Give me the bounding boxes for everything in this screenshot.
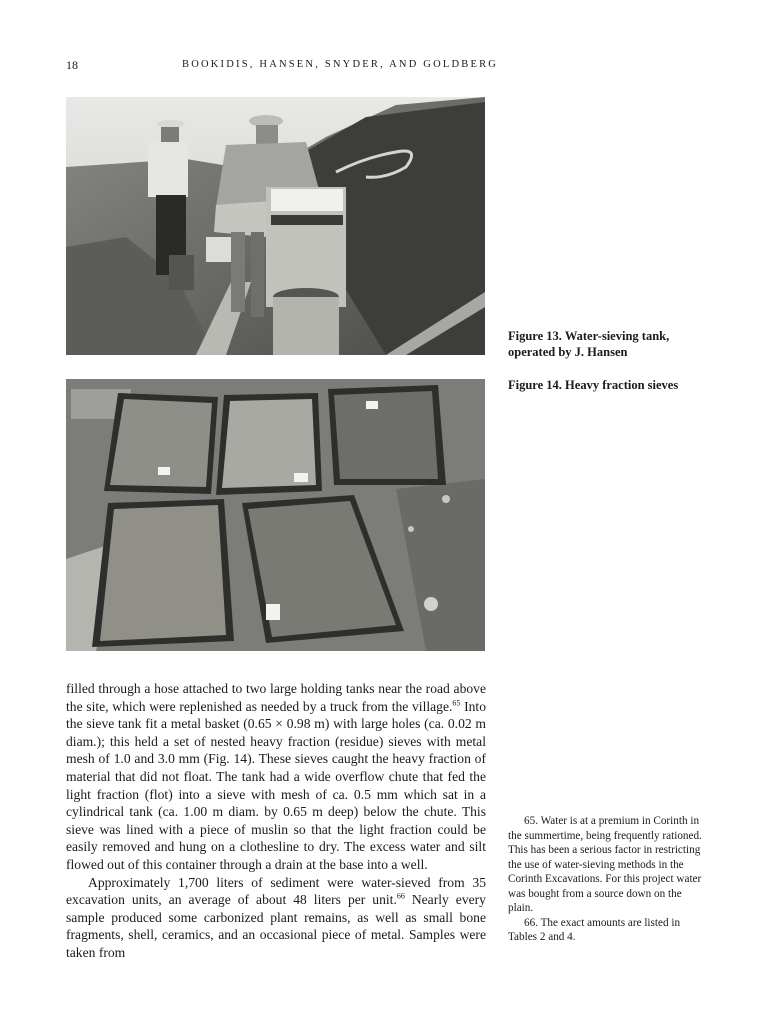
figure-13-caption: Figure 13. Water-sieving tank, operated by J. Hansen [508, 329, 670, 359]
paragraph-1-part-a: filled through a hose attached to two large holding tanks near the road above the site, which were replenished as needed by a truck from the village. [66, 681, 486, 714]
footnote-66: 66. The exact amounts are listed in Tables 2 and 4. [508, 916, 681, 943]
footnote-ref-65[interactable]: 65 [452, 698, 461, 708]
footnotes [508, 814, 706, 945]
figure-13-photo [66, 97, 485, 355]
paragraph-2 [66, 874, 486, 962]
footnote-65: 65. Water is at a premium in Corinth in the summertime, being frequently rationed. This has been a serious factor in restricting the use of water-sieving methods in the Corinth Excavations. For this project water was bought from a source down on the plain. [508, 815, 702, 914]
footnote-ref-66[interactable]: 66 [396, 891, 405, 901]
main-text [66, 680, 486, 962]
paragraph-2-part-a: Approximately 1,700 liters of sediment were water-sieved from 35 excavation units, an average of about 48 liters per unit. [66, 874, 486, 908]
paragraph-2-part-b: Nearly every sample produced some carbonized plant remains, as well as small bone fragments, shell, ceramics, and an occasional piece of metal. Samples were taken from [66, 892, 486, 960]
page-number: 18 [66, 58, 78, 72]
figure-14-caption: Figure 14. Heavy fraction sieves [508, 378, 679, 392]
running-head: BOOKIDIS, HANSEN, SNYDER, AND GOLDBERG [182, 59, 499, 70]
figure-14-photo [66, 379, 485, 651]
paragraph-1-part-b: Into the sieve tank fit a metal basket (0.65 × 0.98 m) with large holes (ca. 0.02 m diam.); this held a set of nested heavy fraction (residue) sieves with metal mesh of 1.0 and 3.0 mm (Fig. 14). These sieves caught the heavy fraction of material that did not float. The tank had a wide overflow chute that fed the light fraction (flot) into a sieve with mesh of ca. 0.5 mm which sat in a cylindrical tank (ca. 1.00 m diam. by 0.65 m deep) below the chute. This sieve was lined with a piece of muslin so that the light fraction could be easily removed and hung on a clothesline to dry. The excess water and silt flowed out of this container through a drain at the base into a well. [66, 698, 487, 872]
paragraph-1 [66, 680, 486, 874]
